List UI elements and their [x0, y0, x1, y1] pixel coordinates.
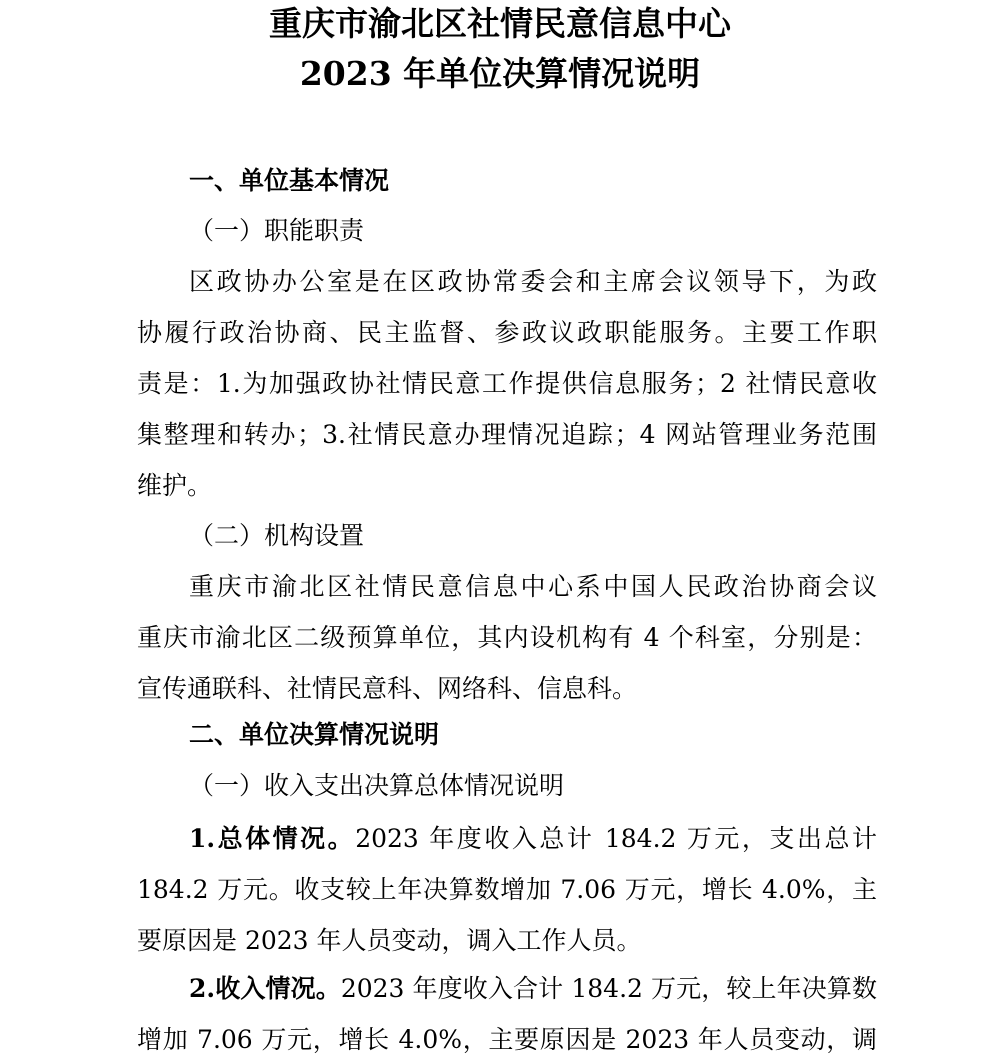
document-title-line-2: 2023 年单位决算情况说明	[299, 54, 701, 93]
paragraph-line: 集整理和转办；3.社情民意办理情况追踪；4 网站管理业务范围	[137, 420, 877, 449]
paragraph-line: 重庆市渝北区社情民意信息中心系中国人民政治协商会议	[189, 572, 877, 601]
paragraph-line: 重庆市渝北区二级预算单位，其内设机构有 4 个科室，分别是：	[137, 623, 877, 652]
paragraph-text: 2023 年度收入合计 184.2 万元，较上年决算数	[340, 974, 877, 1003]
paragraph-line: 责是：1.为加强政协社情民意工作提供信息服务；2 社情民意收	[137, 369, 877, 398]
paragraph-line: 维护。	[137, 471, 213, 500]
paragraph-line: 区政协办公室是在区政协常委会和主席会议领导下，为政	[189, 267, 877, 296]
paragraph-lead: 1.总体情况。	[189, 824, 356, 853]
paragraph-line: 宣传通联科、社情民意科、网络科、信息科。	[137, 674, 638, 703]
document-title-line-1: 重庆市渝北区社情民意信息中心	[269, 4, 731, 43]
paragraph-line: 协履行政治协商、民主监督、参政议政职能服务。主要工作职	[137, 318, 877, 347]
section-2-sub-1-heading: （一）收入支出决算总体情况说明	[189, 771, 565, 800]
paragraph-text: 2023 年度收入总计 184.2 万元，支出总计	[355, 824, 877, 853]
paragraph-line	[189, 822, 877, 856]
section-1-sub-1-heading: （一）职能职责	[189, 216, 365, 245]
section-1-heading: 一、单位基本情况	[189, 166, 390, 195]
section-1-sub-2-heading: （二）机构设置	[189, 521, 365, 550]
paragraph-line: 184.2 万元。收支较上年决算数增加 7.06 万元，增长 4.0%，主	[137, 875, 877, 904]
paragraph-line	[189, 972, 877, 1006]
paragraph-line: 要原因是 2023 年人员变动，调入工作人员。	[137, 926, 642, 955]
paragraph-lead: 2.收入情况。	[189, 974, 341, 1003]
paragraph-line: 增加 7.06 万元，增长 4.0%，主要原因是 2023 年人员变动，调	[137, 1025, 877, 1054]
section-2-heading: 二、单位决算情况说明	[189, 720, 440, 749]
